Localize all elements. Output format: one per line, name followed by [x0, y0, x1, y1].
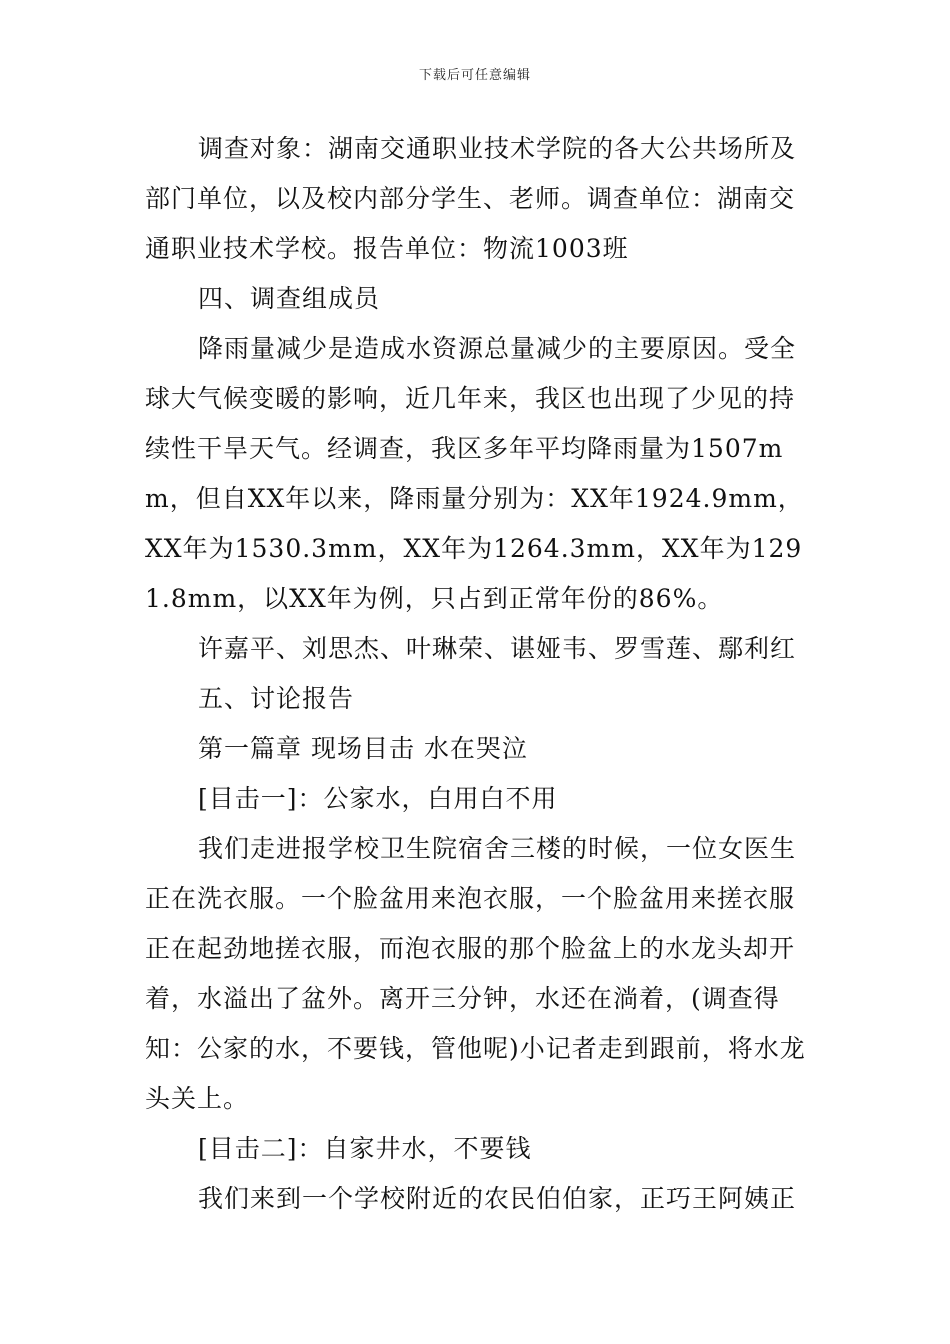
chapter-title: 第一篇章 现场目击 水在哭泣	[198, 734, 528, 763]
witness-one-title: [目击一]：公家水，白用白不用	[198, 784, 558, 813]
paragraph-witness-two: 我们来到一个学校附近的农民伯伯家，正巧王阿姨正	[198, 1184, 797, 1213]
paragraph-survey-target: 调查对象：湖南交通职业技术学院的各大公共场所及部门单位，以及校内部分学生、老师。调查单位：湖南交通职业技术学校。报告单位：物流1003班	[145, 134, 797, 263]
paragraph-witness-one: 我们走进报学校卫生院宿舍三楼的时候，一位女医生正在洗衣服。一个脸盆用来泡衣服，一个脸盆用来搓衣服正在起劲地搓衣服，而泡衣服的那个脸盆上的水龙头却开着，水溢出了盆外。离开三分钟，水还在淌着，(调查得知：公家的水，不要钱，管他呢)小记者走到跟前，将水龙头关上。	[145, 834, 806, 1113]
header-note: 下载后可任意编辑	[418, 68, 531, 83]
witness-two-title: [目击二]：自家井水，不要钱	[198, 1134, 532, 1163]
member-list: 许嘉平、刘思杰、叶琳荣、谌娅韦、罗雪莲、鄢利红	[198, 634, 797, 663]
paragraph-rainfall: 降雨量减少是造成水资源总量减少的主要原因。受全球大气候变暖的影响，近几年来，我区也出现了少见的持续性干旱天气。经调查，我区多年平均降雨量为1507mm，但自XX年以来，降雨量分别为：XX年1924.9mm，XX年为1530.3mm，XX年为1264.3mm，XX年为1291.8mm，以XX年为例，只占到正常年份的86%。	[145, 334, 804, 613]
heading-survey-members: 四、调查组成员	[198, 284, 381, 313]
document-body	[145, 124, 810, 1224]
heading-discussion-report: 五、讨论报告	[198, 684, 355, 713]
